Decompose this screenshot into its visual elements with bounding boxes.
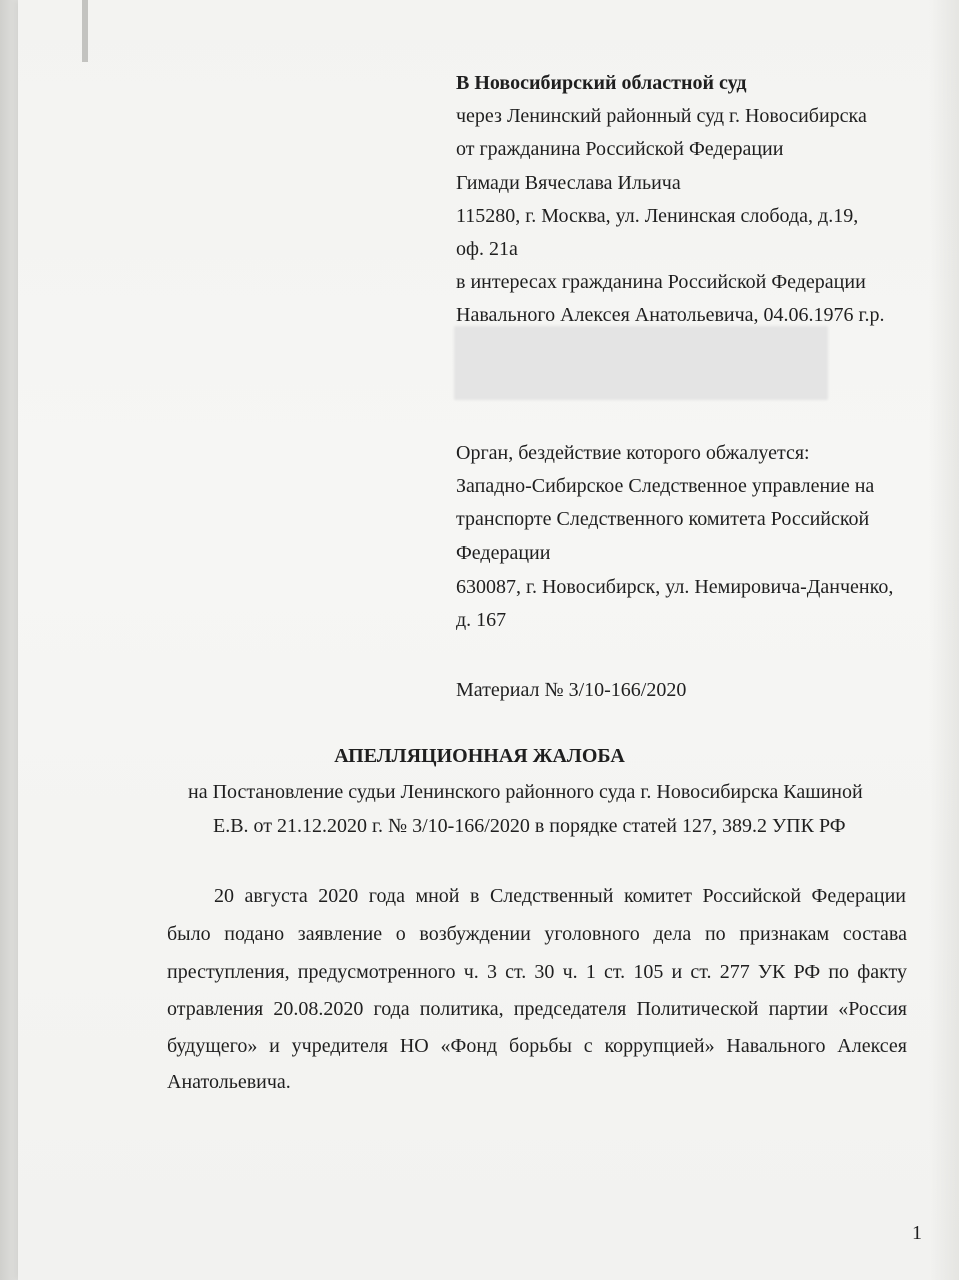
addressee-interests: в интересах гражданина Российской Федерации: [456, 271, 866, 293]
addressee-subject: Навального Алексея Анатольевича, 04.06.1976 г.р.: [456, 304, 885, 326]
document-subtitle-line2: Е.В. от 21.12.2020 г. № 3/10-166/2020 в порядке статей 127, 389.2 УПК РФ: [213, 815, 846, 837]
body-line-2: было подано заявление о возбуждении уголовного дела по признакам состава: [167, 923, 907, 945]
respondent-name-line2: транспорте Следственного комитета Российской: [456, 508, 870, 530]
respondent-address-line1: 630087, г. Новосибирск, ул. Немировича-Данченко,: [456, 576, 894, 598]
addressee-address-line2: оф. 21а: [456, 238, 518, 260]
respondent-name-line3: Федерации: [456, 542, 551, 564]
body-line-6: Анатольевича.: [167, 1071, 291, 1093]
addressee-via: через Ленинский районный суд г. Новосибирска: [456, 105, 867, 127]
body-line-1: 20 августа 2020 года мной в Следственный комитет Российской Федерации: [214, 885, 906, 907]
addressee-name: Гимади Вячеслава Ильича: [456, 172, 681, 194]
page-number: 1: [912, 1222, 922, 1244]
document-title: АПЕЛЛЯЦИОННАЯ ЖАЛОБА: [334, 745, 625, 767]
addressee-court: В Новосибирский областной суд: [456, 72, 747, 94]
body-line-3: преступления, предусмотренного ч. 3 ст. 30 ч. 1 ст. 105 и ст. 277 УК РФ по факту: [167, 961, 907, 983]
redacted-block: [454, 326, 828, 400]
material-number: Материал № 3/10-166/2020: [456, 679, 687, 701]
document-subtitle-line1: на Постановление судьи Ленинского районного суда г. Новосибирска Кашиной: [188, 781, 863, 803]
addressee-address-line1: 115280, г. Москва, ул. Ленинская слобода, д.19,: [456, 205, 859, 227]
page-shadow: [929, 0, 959, 1280]
respondent-name-line1: Западно-Сибирское Следственное управление на: [456, 475, 875, 497]
body-line-4: отравления 20.08.2020 года политика, председателя Политической партии «Россия: [167, 998, 907, 1020]
body-line-5: будущего» и учредителя НО «Фонд борьбы с коррупцией» Навального Алексея: [167, 1035, 907, 1057]
respondent-address-line2: д. 167: [456, 609, 507, 631]
binding-mark: [82, 0, 88, 62]
background-page-edge: [0, 0, 18, 1280]
addressee-from: от гражданина Российской Федерации: [456, 138, 784, 160]
respondent-label: Орган, бездействие которого обжалуется:: [456, 442, 810, 464]
